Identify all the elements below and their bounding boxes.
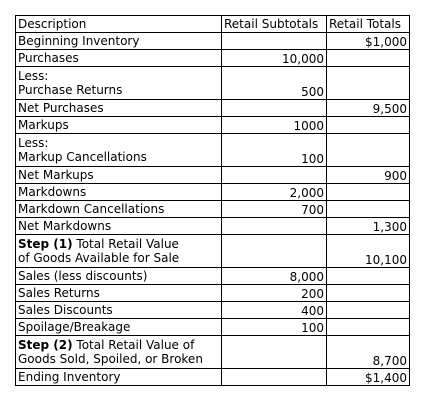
row-description (16, 50, 222, 67)
retail-subtotal-cell (222, 167, 327, 184)
description-line: Markdown Cancellations (18, 202, 165, 216)
retail-total-cell (327, 117, 410, 134)
retail-subtotal-cell: 8,000 (222, 268, 327, 285)
row-description (16, 117, 222, 134)
retail-total-cell: $1,400 (327, 369, 410, 386)
table-row (16, 319, 410, 336)
row-description (16, 268, 222, 285)
retail-subtotal-cell: 100 (222, 134, 327, 167)
description-line: of Goods Available for Sale (18, 251, 180, 265)
row-description (16, 235, 222, 268)
description-line: Sales Returns (18, 286, 100, 300)
retail-total-cell: $1,000 (327, 33, 410, 50)
row-description (16, 201, 222, 218)
table-row (16, 302, 410, 319)
description-line: Less: (18, 136, 49, 150)
row-description (16, 33, 222, 50)
description-line: Sales Discounts (18, 303, 113, 317)
row-description (16, 285, 222, 302)
step-label: Step (2) (18, 338, 73, 352)
retail-total-cell: 900 (327, 167, 410, 184)
retail-total-cell: 10,100 (327, 235, 410, 268)
table-row (16, 167, 410, 184)
retail-total-cell: 9,500 (327, 100, 410, 117)
retail-total-cell (327, 285, 410, 302)
retail-total-cell (327, 268, 410, 285)
description-line: Purchase Returns (18, 83, 123, 97)
retail-subtotal-cell: 10,000 (222, 50, 327, 67)
row-description (16, 218, 222, 235)
row-description (16, 67, 222, 100)
retail-subtotal-cell (222, 218, 327, 235)
row-description (16, 167, 222, 184)
table-row (16, 50, 410, 67)
retail-total-cell (327, 134, 410, 167)
table-row (16, 67, 410, 100)
table-row (16, 184, 410, 201)
row-description (16, 184, 222, 201)
table-row (16, 285, 410, 302)
retail-subtotal-cell: 1000 (222, 117, 327, 134)
description-line: Markdowns (18, 185, 87, 199)
retail-subtotal-cell (222, 33, 327, 50)
retail-subtotal-cell: 2,000 (222, 184, 327, 201)
row-description (16, 319, 222, 336)
retail-subtotal-cell: 400 (222, 302, 327, 319)
retail-total-cell (327, 319, 410, 336)
table-row (16, 268, 410, 285)
row-description (16, 100, 222, 117)
description-line: Purchases (18, 51, 79, 65)
table-row (16, 336, 410, 369)
table-row (16, 235, 410, 268)
description-line: Sales (less discounts) (18, 269, 148, 283)
retail-subtotal-cell (222, 100, 327, 117)
table-row (16, 201, 410, 218)
description-line: Net Markups (18, 168, 94, 182)
retail-subtotal-cell: 100 (222, 319, 327, 336)
table-row (16, 117, 410, 134)
retail-inventory-sheet (15, 15, 409, 386)
table-row (16, 134, 410, 167)
step-label: Step (1) (18, 237, 73, 251)
retail-subtotal-cell (222, 235, 327, 268)
description-line: Beginning Inventory (18, 34, 140, 48)
table-row (16, 218, 410, 235)
retail-subtotal-cell (222, 369, 327, 386)
column-header-retail-subtotals: Retail Subtotals (222, 16, 327, 33)
description-line: Ending Inventory (18, 370, 121, 384)
row-description (16, 336, 222, 369)
description-line: Markup Cancellations (18, 150, 147, 164)
description-line: Less: (18, 69, 49, 83)
row-description (16, 134, 222, 167)
row-description (16, 302, 222, 319)
retail-total-cell (327, 67, 410, 100)
retail-total-cell (327, 302, 410, 319)
retail-subtotal-cell (222, 336, 327, 369)
retail-subtotal-cell: 200 (222, 285, 327, 302)
retail-total-cell: 1,300 (327, 218, 410, 235)
table-row (16, 369, 410, 386)
description-line: Net Purchases (18, 101, 104, 115)
retail-total-cell: 8,700 (327, 336, 410, 369)
retail-total-cell (327, 201, 410, 218)
table-row (16, 100, 410, 117)
column-header-retail-totals: Retail Totals (327, 16, 410, 33)
retail-total-cell (327, 184, 410, 201)
description-line: Total Retail Value (72, 237, 179, 251)
description-line: Spoilage/Breakage (18, 320, 131, 334)
table-body (16, 33, 410, 386)
row-description (16, 369, 222, 386)
table-row (16, 33, 410, 50)
description-line: Goods Sold, Spoiled, or Broken (18, 352, 203, 366)
description-line: Total Retail Value of (72, 338, 195, 352)
column-header-description: Description (16, 16, 222, 33)
table-header-row (16, 16, 410, 33)
description-line: Markups (18, 118, 69, 132)
retail-subtotal-cell: 700 (222, 201, 327, 218)
retail-total-cell (327, 50, 410, 67)
retail-subtotal-cell: 500 (222, 67, 327, 100)
description-line: Net Markdowns (18, 219, 112, 233)
retail-inventory-table (15, 15, 410, 386)
